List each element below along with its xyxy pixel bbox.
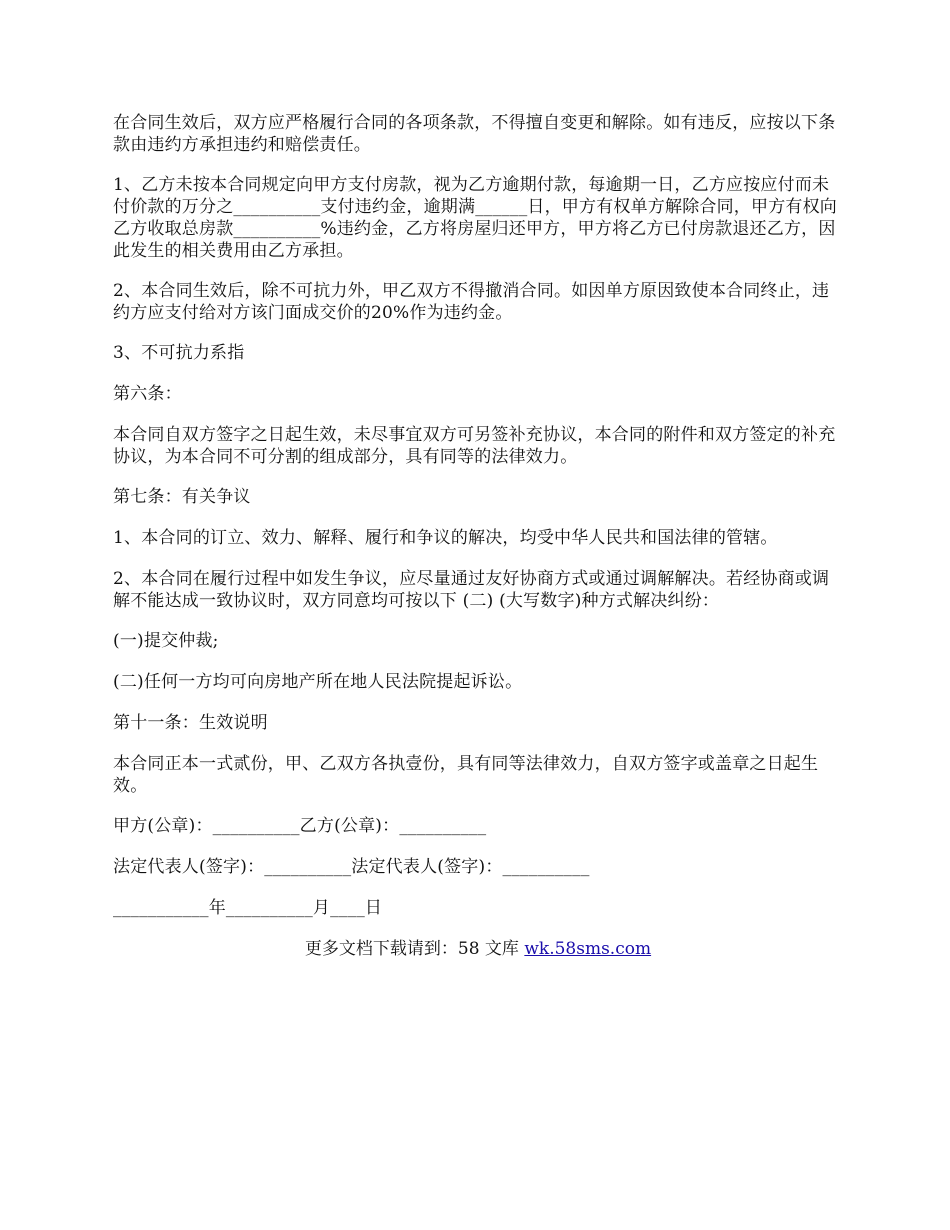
document-page xyxy=(113,112,843,960)
heading-article-11: 第十一条：生效说明 xyxy=(113,713,268,733)
paragraph-article-7-item-2: 2、本合同在履行过程中如发生争议，应尽量通过友好协商方式或通过调解解决。若经协商或调解不能达成一致协议时，双方同意均可按以下 (二) (大写数字)种方式解决纠纷： xyxy=(113,569,830,611)
footer xyxy=(113,938,843,960)
paragraph-clause-2-cancellation: 2、本合同生效后，除不可抗力外，甲乙双方不得撤消合同。如因单方原因致使本合同终止，违约方应支付给对方该门面成交价的20%作为违约金。 xyxy=(113,281,830,323)
date-line: ___________年__________月____日 xyxy=(113,898,383,918)
paragraph-article-6-body: 本合同自双方签字之日起生效，未尽事宜双方可另签补充协议，本合同的附件和双方签定的补充协议，为本合同不可分割的组成部分，具有同等的法律效力。 xyxy=(113,425,836,467)
heading-article-7: 第七条：有关争议 xyxy=(113,487,251,507)
paragraph-intro: 在合同生效后，双方应严格履行合同的各项条款，不得擅自变更和解除。如有违反，应按以下条款由违约方承担违约和赔偿责任。 xyxy=(113,113,836,155)
footer-prefix: 更多文档下载请到：58 文库 xyxy=(304,939,525,959)
paragraph-article-11-body: 本合同正本一式贰份，甲、乙双方各执壹份，具有同等法律效力，自双方签字或盖章之日起生效。 xyxy=(113,754,819,796)
paragraph-article-7-item-1: 1、本合同的订立、效力、解释、履行和争议的解决，均受中华人民共和国法律的管辖。 xyxy=(113,528,778,548)
paragraph-option-arbitration: (一)提交仲裁; xyxy=(113,631,219,651)
footer-link[interactable]: wk.58sms.com xyxy=(524,939,652,959)
paragraph-clause-1-payment: 1、乙方未按本合同规定向甲方支付房款，视为乙方逾期付款，每逾期一日，乙方应按应付而未付价款的万分之__________支付违约金，逾期满______日，甲方有权单方解除合同，甲方有权向乙方收取总房款__________%违约金，乙方将房屋归还甲方，甲方将乙方已付房款退还乙方，因此发生的相关费用由乙方承担。 xyxy=(113,175,837,261)
heading-article-6: 第六条： xyxy=(113,384,182,404)
signature-line-representatives: 法定代表人(签字)：__________法定代表人(签字)：__________ xyxy=(113,857,590,877)
signature-line-seals: 甲方(公章)：__________乙方(公章)：__________ xyxy=(113,816,487,836)
paragraph-clause-3-force-majeure: 3、不可抗力系指 xyxy=(113,343,245,363)
paragraph-option-litigation: (二)任何一方均可向房地产所在地人民法院提起诉讼。 xyxy=(113,672,523,692)
